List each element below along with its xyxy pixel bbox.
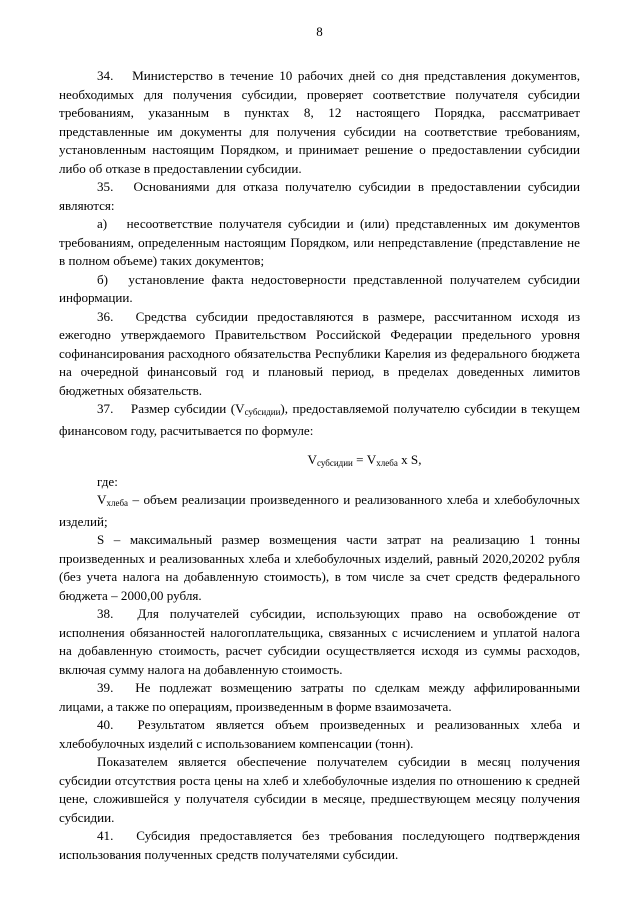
paragraph-39: 39. Не подлежат возмещению затраты по сделкам между аффилированными лицами, а также по операциям, произведенным в форме взаимозачета. bbox=[59, 680, 580, 714]
formula-equals-v: = V bbox=[352, 452, 377, 467]
formula-subscript-subsidy: субсидии bbox=[317, 458, 353, 468]
formula-times-s: x S, bbox=[397, 452, 422, 467]
paragraph-35: 35. Основаниями для отказа получателю субсидии в предоставлении субсидии являются: bbox=[59, 179, 580, 213]
paragraph-38: 38. Для получателей субсидии, использующих право на освобождение от исполнения обязанностей налогоплательщика, связанных с исчислением и уплатой налога на добавленную стоимость, расчет субсидии осуществляется исходя из суммы расходов, включая сумму налога на добавленную стоимость. bbox=[59, 606, 580, 677]
paragraph-37-end: ), предоставляемой получателю субсидии в текущем финансовом году, расчитывается по формуле: bbox=[59, 401, 580, 438]
paragraph-35-b: б) установление факта недостоверности представленной получателем субсидии информации. bbox=[59, 271, 580, 305]
formula-subscript-bread: хлеба bbox=[376, 458, 398, 468]
definition-v-bread bbox=[59, 491, 580, 531]
paragraph-36: 36. Средства субсидии предоставляются в размере, рассчитанном исходя из ежегодно утверждаемого Правительством Российской Федерации предельного уровня софинансирования расходного обязательства Республики Карелия из федерального бюджета на очередной финансовый год и плановый период, в пределах доведенных лимитов бюджетных обязательств. bbox=[59, 308, 580, 398]
page-number: 8 bbox=[316, 24, 323, 39]
paragraph-37-start: 37. Размер субсидии (V bbox=[97, 401, 245, 416]
definition-v-letter: V bbox=[97, 492, 107, 507]
paragraph-34: 34. Министерство в течение 10 рабочих дней со дня представления документов, необходимых для получения субсидии, проверяет соответствие получателя субсидии требованиям, указанным в пунктах 8, 12 настоящего Порядка, рассматривает представленные им документы для получения субсидии на соответствие требованиям, установленным настоящим Порядком, и принимает решение о предоставлении субсидии либо об отказе в предоставлении субсидии. bbox=[59, 68, 580, 176]
paragraph-37-subscript: субсидии bbox=[244, 407, 281, 417]
paragraph-37 bbox=[59, 400, 580, 440]
paragraph-40: 40. Результатом является объем произведенных и реализованных хлеба и хлебобулочных изделий с использованием компенсации (тонн). bbox=[59, 717, 580, 751]
document-page bbox=[59, 0, 580, 905]
definition-s: S – максимальный размер возмещения части затрат на реализацию 1 тонны произведенных и реализованных хлеба и хлебобулочных изделий, равный 2020,20202 рубля (без учета налога на добавленную стоимость), в том числе за счет средств федерального бюджета – 2000,00 рубля. bbox=[59, 532, 580, 603]
subsidy-formula bbox=[59, 451, 580, 473]
definition-v-text: – объем реализации произведенного и реализованного хлеба и хлебобулочных изделий; bbox=[59, 492, 580, 529]
definition-v-subscript: хлеба bbox=[106, 498, 129, 508]
paragraph-35-a: а) несоответствие получателя субсидии и (или) представленных им документов требованиям, определенным настоящим Порядком, или непредставление (представление не в полном объеме) таких документов; bbox=[59, 216, 580, 268]
formula-v: V bbox=[307, 452, 317, 467]
document-body bbox=[59, 67, 580, 864]
formula-where: где: bbox=[97, 473, 118, 489]
paragraph-41: 41. Субсидия предоставляется без требования последующего подтверждения использования полученных средств получателями субсидии. bbox=[59, 828, 580, 862]
paragraph-40-indicator: Показателем является обеспечение получателем субсидии в месяц получения субсидии отсутствия роста цены на хлеб и хлебобулочные изделия по отношению к средней цене, сложившейся у получателя субсидии в месяце, предшествующем месяцу получения субсидии. bbox=[59, 754, 580, 825]
